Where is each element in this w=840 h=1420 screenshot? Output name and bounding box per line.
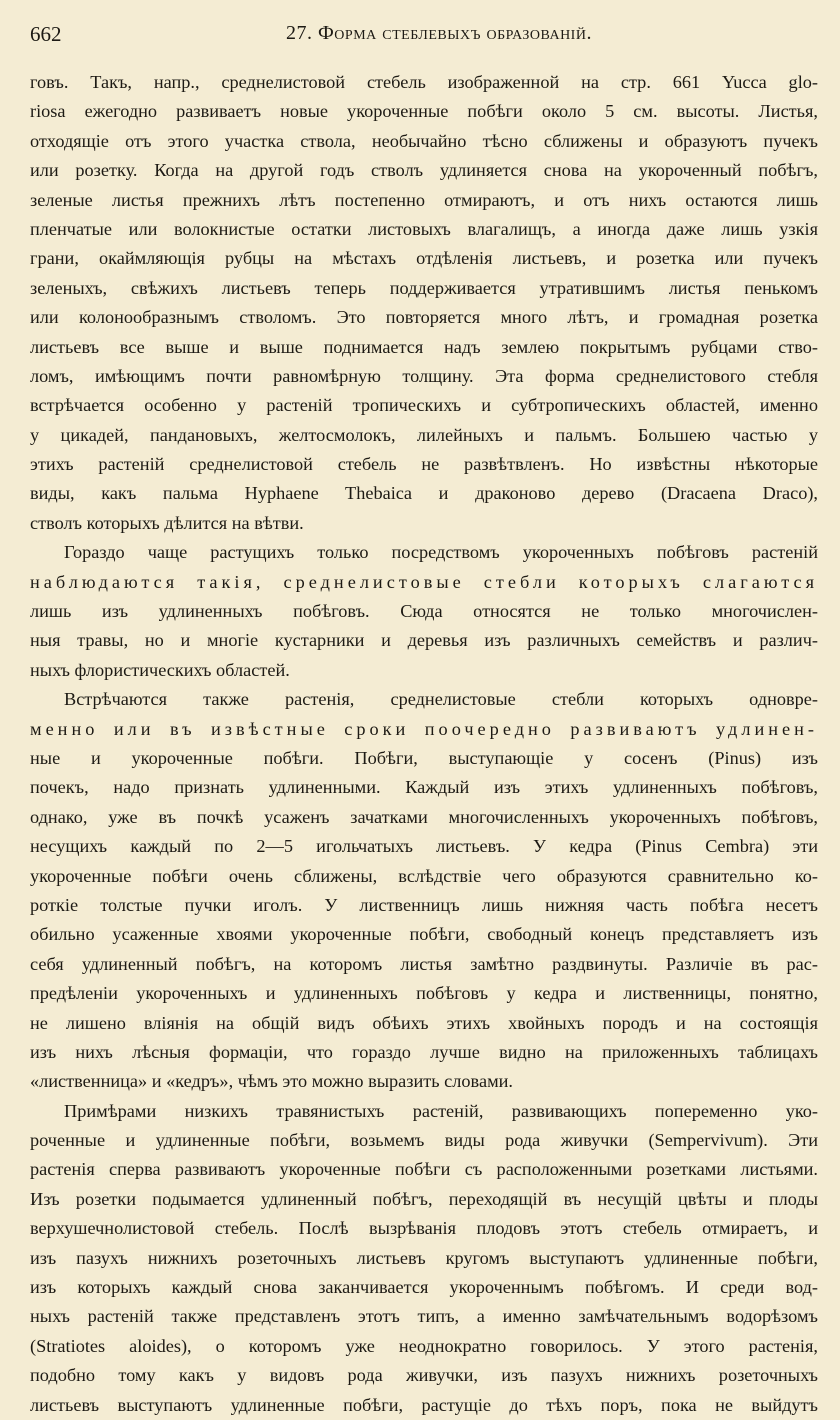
text-line: несущихъ каждый по 2—5 игольчатыхъ листьевъ. У кедра (Pinus Cembra) эти: [30, 836, 818, 857]
body-text: [30, 68, 818, 1420]
text-line: пленчатые или волокнистые остатки листовыхъ влагалищъ, а иногда даже лишь узкія: [30, 218, 818, 239]
text-line: говъ. Такъ, напр., среднелистовой стебель изображенной на стр. 661 Yucca glo-: [30, 72, 818, 92]
text-line: листьевъ выступаютъ удлиненные побѣги, растущіе до тѣхъ поръ, пока не выйдутъ: [30, 1394, 818, 1415]
text-line: однако, уже въ почкѣ усаженъ зачатками многочисленныхъ укороченныхъ побѣговъ,: [30, 806, 818, 827]
text-line: себя удлиненный побѣгъ, на которомъ листья замѣтно раздвинуты. Различіе въ рас-: [30, 953, 818, 974]
text-line: ныхъ растеній также представленъ этотъ типъ, а именно замѣчательнымъ водорѣзомъ: [30, 1306, 818, 1327]
text-line: или розетку. Когда на другой годъ стволъ удлиняется снова на укороченный побѣгъ,: [30, 160, 818, 181]
text-line: Примѣрами низкихъ травянистыхъ растеній, развивающихъ попеременно уко-: [64, 1100, 818, 1121]
running-title: 27. Форма стеблевыхъ образованій.: [286, 22, 592, 44]
text-line: «лиственница» и «кедръ», чѣмъ это можно выразить словами.: [30, 1071, 513, 1092]
text-line: растенія сперва развиваютъ укороченные побѣги съ расположенными розетками листьями.: [30, 1159, 818, 1180]
text-line: предѣленіи укороченныхъ и удлиненныхъ побѣговъ у кедра и лиственницы, понятно,: [30, 983, 818, 1004]
text-line: riosa ежегодно развиваетъ новые укороченные побѣги около 5 см. высоты. Листья,: [30, 101, 818, 122]
text-line: ныя травы, но и многіе кустарники и деревья изъ различныхъ семействъ и различ-: [30, 630, 818, 651]
text-line: (Stratiotes aloides), о которомъ уже неоднократно говорилось. У этого растенія,: [30, 1335, 818, 1356]
text-line: Изъ розетки подымается удлиненный побѣгъ, переходящій въ несущій цвѣты и плоды: [30, 1188, 818, 1209]
text-line: изъ нихъ лѣсныя формаціи, что гораздо лучше видно на приложенныхъ таблицахъ: [30, 1041, 818, 1062]
text-line: грани, окаймляющія рубцы на мѣстахъ отдѣленія листьевъ, и розетка или пучекъ: [30, 248, 818, 269]
text-line: наблюдаются такія, среднелистовые стебли которыхъ слагаются: [30, 571, 818, 592]
text-line: у цикадей, пандановыхъ, желтосмолокъ, лилейныхъ и пальмъ. Большею частью у: [30, 424, 818, 445]
text-line: лишь изъ удлиненныхъ побѣговъ. Сюда относятся не только многочислен-: [30, 601, 818, 622]
text-line: Встрѣчаются также растенія, среднелистовые стебли которыхъ одновре-: [64, 689, 818, 710]
text-line: роткіе толстые пучки иголъ. У лиственницъ лишь нижняя часть побѣга несетъ: [30, 894, 818, 915]
text-line: верхушечнолистовой стебель. Послѣ вызрѣванія плодовъ этотъ стебель отмираетъ, и: [30, 1218, 818, 1239]
text-line: виды, какъ пальма Hyphaene Thebaica и драконово дерево (Dracaena Draco),: [30, 483, 818, 504]
text-line: зеленые листья прежнихъ лѣтъ постепенно отмираютъ, и отъ нихъ остаются лишь: [30, 189, 818, 210]
text-line: почекъ, надо признать удлиненными. Каждый изъ этихъ удлиненныхъ побѣговъ,: [30, 777, 818, 798]
text-line: ломъ, имѣющимъ почти равномѣрную толщину. Эта форма среднелистового стебля: [30, 365, 818, 386]
text-line: этихъ растеній среднелистовой стебель не развѣтвленъ. Но извѣстны нѣкоторые: [30, 454, 818, 475]
text-line: отходящіе отъ этого участка ствола, необычайно тѣсно сближены и образуютъ пучекъ: [30, 130, 818, 151]
text-line: подобно тому какъ у видовъ рода живучки, изъ пазухъ нижнихъ розеточныхъ: [30, 1365, 818, 1386]
page-header: [30, 22, 820, 52]
text-line: обильно усаженные хвоями укороченные побѣги, свободный конецъ представляетъ изъ: [30, 924, 818, 945]
text-line: Гораздо чаще растущихъ только посредствомъ укороченныхъ побѣговъ растеній: [64, 542, 818, 563]
text-line: листьевъ все выше и выше поднимается надъ землею покрытымъ рубцами ство-: [30, 336, 818, 357]
text-line: стволъ которыхъ дѣлится на вѣтви.: [30, 512, 304, 533]
page-number: 662: [30, 22, 62, 46]
text-line: или колонообразнымъ стволомъ. Это повторяется много лѣтъ, и громадная розетка: [30, 307, 818, 328]
text-line: роченные и удлиненные побѣги, возьмемъ виды рода живучки (Sempervivum). Эти: [30, 1130, 818, 1151]
text-line: ныхъ флористическихъ областей.: [30, 659, 290, 680]
text-line: менно или въ извѣстные сроки поочередно развиваютъ удлинен-: [30, 718, 818, 739]
text-line: встрѣчается особенно у растеній тропическихъ и субтропическихъ областей, именно: [30, 395, 818, 416]
text-line: зеленыхъ, свѣжихъ листьевъ теперь поддерживается утратившимъ листья пенькомъ: [30, 277, 818, 298]
text-line: изъ которыхъ каждый снова заканчивается укороченнымъ побѣгомъ. И среди вод-: [30, 1277, 818, 1298]
text-line: укороченные побѣги очень сближены, вслѣдствіе чего образуются сравнительно ко-: [30, 865, 818, 886]
text-line: ные и укороченные побѣги. Побѣги, выступающіе у сосенъ (Pinus) изъ: [30, 747, 818, 768]
text-line: изъ пазухъ нижнихъ розеточныхъ листьевъ кругомъ выступаютъ удлиненные побѣги,: [30, 1247, 818, 1268]
text-line: не лишено вліянія на общій видъ обѣихъ этихъ хвойныхъ породъ и на состоящія: [30, 1012, 818, 1033]
